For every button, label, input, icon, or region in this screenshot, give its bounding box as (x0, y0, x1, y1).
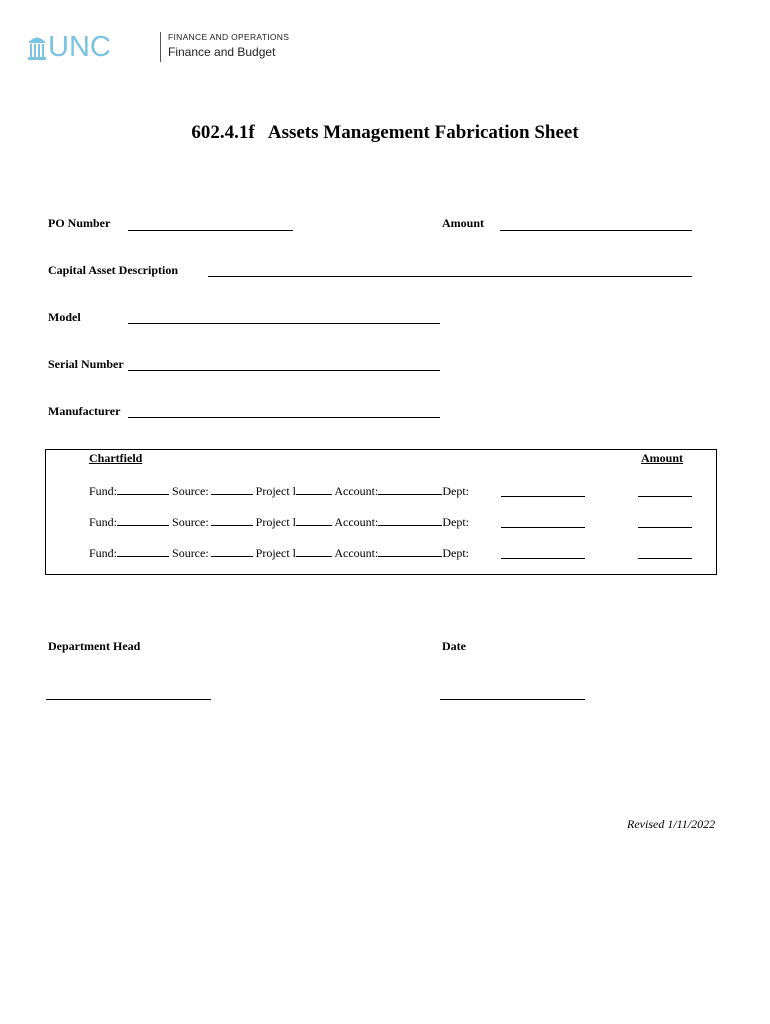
chartfield-row (89, 545, 469, 561)
account-field[interactable] (378, 545, 442, 557)
serial-number-field[interactable] (128, 370, 440, 371)
account-field[interactable] (378, 483, 442, 495)
fund-field[interactable] (117, 483, 169, 495)
fund-label: Fund: (89, 484, 118, 498)
project-label: Project l (255, 515, 296, 529)
page-title: 602.4.1f Assets Management Fabrication Sheet (191, 122, 579, 143)
source-field[interactable] (211, 483, 253, 495)
serial-number-label: Serial Number (48, 357, 124, 371)
logo-office: Finance and Budget (168, 45, 276, 59)
project-field[interactable] (296, 545, 332, 557)
dept-label: Dept: (442, 484, 470, 498)
project-label: Project l (255, 484, 296, 498)
project-label: Project l (255, 546, 296, 560)
source-label: Source: (172, 484, 209, 498)
amount-field-row[interactable] (638, 496, 692, 497)
account-label: Account: (334, 546, 379, 560)
old-well-icon (28, 34, 46, 60)
logo-department: FINANCE AND OPERATIONS (168, 32, 290, 42)
chartfield-row (89, 514, 469, 530)
account-label: Account: (334, 484, 379, 498)
date-field[interactable] (440, 699, 585, 700)
dept-label: Dept: (442, 546, 470, 560)
project-field[interactable] (296, 514, 332, 526)
amount-field-row[interactable] (638, 558, 692, 559)
model-label: Model (48, 310, 81, 324)
project-field[interactable] (296, 483, 332, 495)
amount-field[interactable] (500, 230, 692, 231)
date-label: Date (442, 639, 466, 653)
fund-field[interactable] (117, 514, 169, 526)
department-head-signature-field[interactable] (46, 699, 211, 700)
source-field[interactable] (211, 545, 253, 557)
dept-field[interactable] (501, 496, 585, 497)
source-label: Source: (172, 515, 209, 529)
dept-label: Dept: (442, 515, 470, 529)
dept-field[interactable] (501, 527, 585, 528)
fund-field[interactable] (117, 545, 169, 557)
revised-date: Revised 1/11/2022 (627, 817, 716, 831)
account-label: Account: (334, 515, 379, 529)
chartfield-amount-header: Amount (641, 451, 684, 465)
capital-asset-description-label: Capital Asset Description (48, 263, 178, 277)
capital-asset-description-field[interactable] (208, 276, 692, 277)
account-field[interactable] (378, 514, 442, 526)
logo-wordmark: UNC (48, 31, 111, 63)
fund-label: Fund: (89, 515, 118, 529)
po-number-field[interactable] (128, 230, 293, 231)
chartfield-row (89, 483, 469, 499)
model-field[interactable] (128, 323, 440, 324)
po-number-label: PO Number (48, 216, 111, 230)
manufacturer-field[interactable] (128, 417, 440, 418)
fund-label: Fund: (89, 546, 118, 560)
source-field[interactable] (211, 514, 253, 526)
source-label: Source: (172, 546, 209, 560)
dept-field[interactable] (501, 558, 585, 559)
amount-field-row[interactable] (638, 527, 692, 528)
chartfield-header: Chartfield (89, 451, 143, 465)
department-head-label: Department Head (48, 639, 141, 653)
logo-divider (160, 32, 161, 62)
manufacturer-label: Manufacturer (48, 404, 121, 418)
amount-label: Amount (442, 216, 485, 230)
